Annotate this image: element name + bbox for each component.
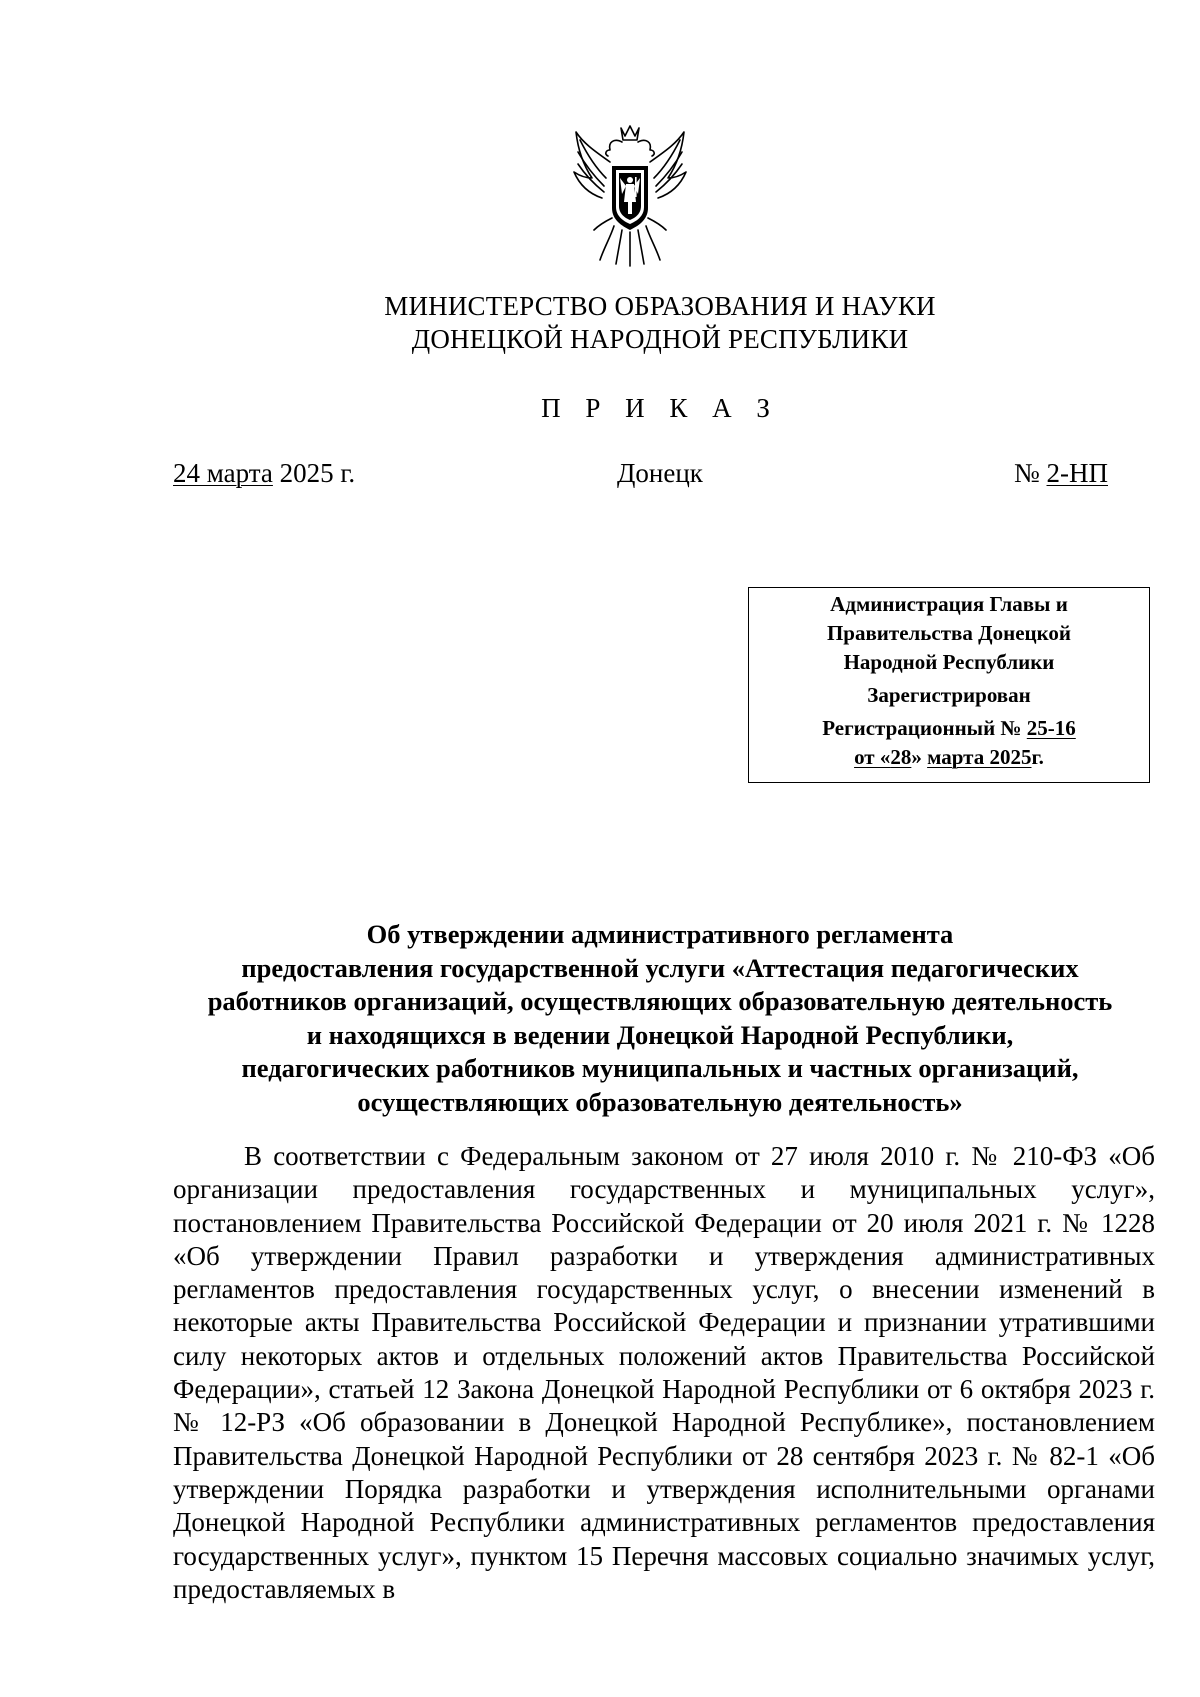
title-line-4: и находящихся в ведении Донецкой Народной Республики, [306,1019,1014,1050]
ministry-line-1: МИНИСТЕРСТВО ОБРАЗОВАНИЯ И НАУКИ [384,291,936,321]
order-number [1014,458,1108,489]
registration-number [749,714,1149,743]
order-city: Донецк [617,458,703,488]
registration-authority-line-3: Народной Республики [843,650,1055,674]
coat-of-arms-icon [570,122,690,268]
registration-date-day: 28 [890,745,912,769]
order-number-prefix: № [1013,458,1047,488]
ministry-line-2: ДОНЕЦКОЙ НАРОДНОЙ РЕСПУБЛИКИ [411,324,909,354]
order-date-day-month: 24 марта [173,458,273,488]
title-line-3: работников организаций, осуществляющих образовательную деятельность [207,986,1113,1016]
order-date [173,458,355,489]
registration-date [749,743,1149,772]
registration-number-label: Регистрационный № [822,716,1027,740]
registration-date-month-year: марта 2025 [927,745,1032,769]
registration-authority-line-1: Администрация Главы и [830,592,1068,616]
title-line-2: предоставления государственной услуги «Аттестация педагогических [241,952,1079,983]
registration-date-prefix: от « [854,745,891,769]
registration-date-mid: » [911,745,928,769]
order-title [150,918,1170,1119]
order-body [173,1140,1155,1606]
registration-stamp [748,587,1150,783]
registration-status: Зарегистрирован [867,683,1031,707]
title-line-1: Об утверждении административного регламента [366,919,954,949]
ministry-name [0,290,1200,356]
order-number-value: 2-НП [1046,458,1108,488]
registration-number-value: 25-16 [1026,716,1076,740]
title-line-6: осуществляющих образовательную деятельность» [357,1086,963,1117]
order-date-year: 2025 г. [272,458,356,488]
body-paragraph-1: В соответствии с Федеральным законом от 27 июля 2010 г. № 210-ФЗ «Об организации предоставления государственных и муниципальных услуг», постановлением Правительства Российской Федерации от 20 июля 2021 г. № 1228 «Об утверждении Правил разработки и утверждения административных регламентов предоставления государственных услуг, о внесении изменений в некоторые акты Правительства Российской Федерации и признании утратившими силу некоторых актов и отдельных положений актов Правительства Российской Федерации», статьей 12 Закона Донецкой Народной Республики от 6 октября 2023 г. № 12-РЗ «Об образовании в Донецкой Народной Республике», постановлением Правительства Донецкой Народной Республики от 28 сентября 2023 г. № 82-1 «Об утверждении Порядка разработки и утверждения исполнительными органами Донецкой Народной Республики административных регламентов предоставления государственных услуг», пунктом 15 Перечня массовых социально значимых услуг, предоставляемых в [173,1141,1155,1604]
document-type: П Р И К А З [541,393,779,423]
registration-authority-line-2: Правительства Донецкой [826,621,1072,645]
registration-date-suffix: г. [1031,745,1044,769]
title-line-5: педагогических работников муниципальных и частных организаций, [241,1053,1079,1083]
